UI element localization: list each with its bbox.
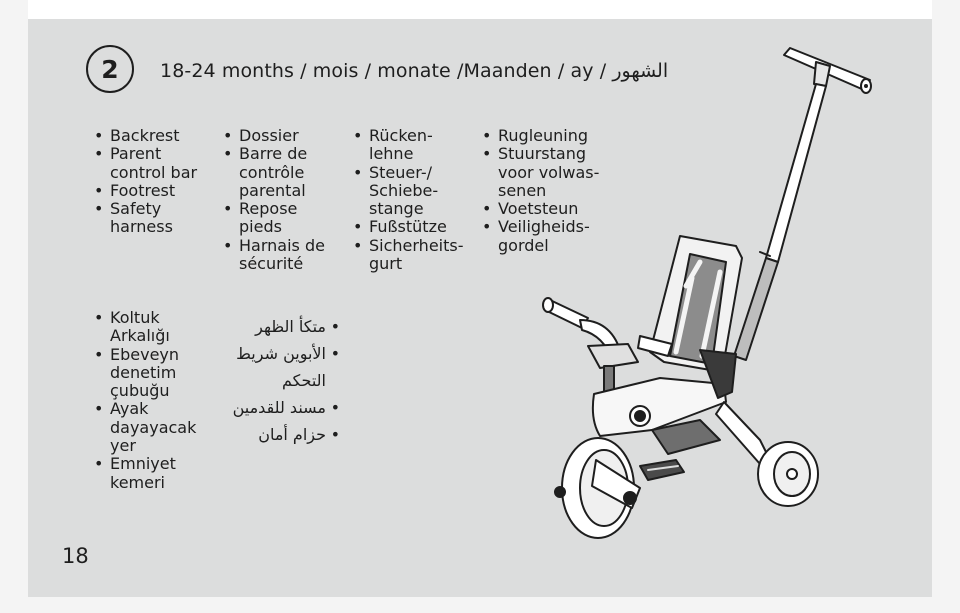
list-item: • Stuurstang voor volwas- senen (480, 145, 610, 200)
list-item: • متكأ الظهر (205, 313, 340, 340)
list-item: • Dossier (221, 127, 349, 145)
list-item: • Ayak dayayacak yer (92, 400, 222, 455)
list-item: • Voetsteun (480, 200, 610, 218)
age-range-title: 18-24 months / mois / monate /Maanden / ay / الشهور (160, 60, 669, 82)
list-item: • Emniyet kemeri (92, 455, 222, 492)
list-item: • Koltuk Arkalığı (92, 309, 222, 346)
parts-list-german (351, 127, 476, 273)
list-item: • مسند للقدمين (205, 394, 340, 421)
tricycle-illustration (540, 40, 880, 545)
rear-wheel (758, 442, 818, 506)
list-item: • الأبوين شريط التحكم (205, 340, 340, 394)
parts-list-french (221, 127, 349, 273)
list-item: • Safety harness (92, 200, 217, 237)
page-number: 18 (62, 544, 89, 568)
footrest (640, 460, 684, 480)
list-item: • Fußstütze (351, 218, 476, 236)
list-item: • Repose pieds (221, 200, 349, 237)
step-number: 2 (101, 54, 119, 84)
list-item: • Sicherheits- gurt (351, 237, 476, 274)
list-item: • حزام أمان (205, 421, 340, 448)
parts-list-turkish (92, 309, 222, 492)
parts-list-english (92, 127, 217, 237)
list-item: • Rugleuning (480, 127, 610, 145)
list-item: • Backrest (92, 127, 217, 145)
page-top-edge (28, 0, 932, 19)
list-item: • Footrest (92, 182, 217, 200)
step-number-badge (86, 45, 134, 93)
list-item: • Steuer-/ Schiebe- stange (351, 164, 476, 219)
list-item: • Ebeveyn denetim çubuğu (92, 346, 222, 401)
list-item: • Rücken- lehne (351, 127, 476, 164)
parent-control-bar (734, 48, 871, 360)
list-item: • Barre de contrôle parental (221, 145, 349, 200)
parts-list-arabic (205, 313, 340, 448)
list-item: • Parent control bar (92, 145, 217, 182)
list-item: • Veiligheids- gordel (480, 218, 610, 255)
front-wheel (555, 438, 640, 538)
list-item: • Harnais de sécurité (221, 237, 349, 274)
